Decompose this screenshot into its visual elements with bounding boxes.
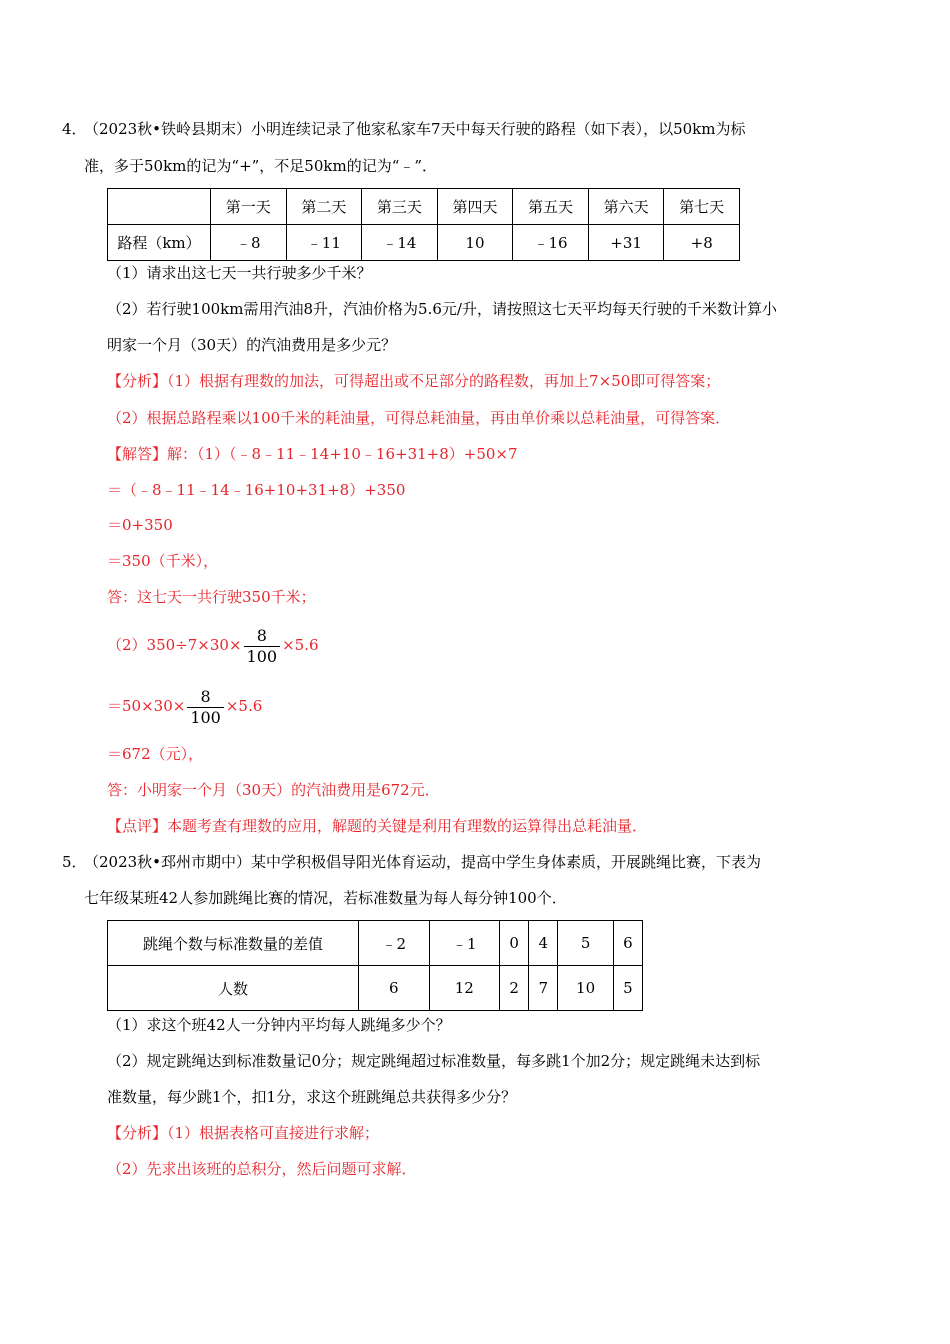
q5-subquestion-2-line1: （2）规定跳绳达到标准数量记0分；规定跳绳超过标准数量，每多跳1个加2分；规定跳绳未达到标 (107, 1052, 761, 1070)
q4-answer-line2: ＝（﹣8﹣11﹣14﹣16+10+31+8）+350 (107, 481, 406, 499)
q4-answer-line7-pre: ＝50×30× (107, 697, 186, 715)
q5-stem-line1: （2023秋•邳州市期中）某中学积极倡导阳光体育运动，提高中学生身体素质，开展跳绳比赛，下表为 (84, 853, 762, 871)
q5-analysis-line1: 【分析】（1）根据表格可直接进行求解； (107, 1124, 380, 1142)
q4-value-cell: ﹣11 (286, 225, 362, 261)
q5-row1-cell: 6 (613, 921, 642, 966)
q5-row1-cell: 0 (500, 921, 529, 966)
q5-row1-cell: ﹣1 (429, 921, 500, 966)
q4-answer-line6-pre: （2）350÷7×30× (107, 636, 242, 654)
q4-value-cell: +31 (588, 225, 664, 261)
fraction-denominator: 100 (190, 707, 221, 727)
q5-rope-table (107, 920, 643, 1011)
q4-value-cell: 10 (437, 225, 513, 261)
q5-subquestion-1: （1）求这个班42人一分钟内平均每人跳绳多少个？ (107, 1016, 451, 1034)
q4-header-cell: 第七天 (664, 189, 740, 225)
q4-answer-line3: ＝0+350 (107, 516, 173, 534)
q4-subquestion-2-line1: （2）若行驶100km需用汽油8升，汽油价格为5.6元/升，请按照这七天平均每天行驶的千米数计算小 (107, 300, 777, 318)
fraction-denominator: 100 (246, 646, 278, 666)
q5-row1-cell: 4 (529, 921, 558, 966)
q4-header-cell: 第一天 (211, 189, 287, 225)
q4-value-cell: ﹣16 (513, 225, 589, 261)
q4-comment: 【点评】本题考查有理数的应用，解题的关键是利用有理数的运算得出总耗油量． (107, 817, 648, 835)
q5-row2-cell: 5 (613, 966, 642, 1011)
q4-header-cell: 第六天 (588, 189, 664, 225)
q4-header-cell: 第三天 (362, 189, 438, 225)
fraction (244, 626, 281, 667)
q4-header-cell (108, 189, 211, 225)
q4-answer-line6-post: ×5.6 (282, 636, 319, 654)
q5-row2-cell: 6 (359, 966, 430, 1011)
fraction-numerator: 8 (244, 626, 281, 647)
q4-value-cell: ﹣14 (362, 225, 438, 261)
q5-analysis-line2: （2）先求出该班的总积分，然后问题可求解． (107, 1160, 417, 1178)
q4-header-cell: 第五天 (513, 189, 589, 225)
q4-answer-line1: 【解答】解：（1）（﹣8﹣11﹣14+10﹣16+31+8）+50×7 (107, 445, 518, 463)
q4-subquestion-2-line2: 明家一个月（30天）的汽油费用是多少元？ (107, 336, 397, 354)
q4-answer-line7-post: ×5.6 (225, 697, 263, 715)
q4-answer-line9: 答：小明家一个月（30天）的汽油费用是672元． (107, 781, 440, 799)
q5-row2-cell: 2 (500, 966, 529, 1011)
q4-value-cell: ﹣8 (211, 225, 287, 261)
fraction-numerator: 8 (187, 687, 224, 708)
q4-answer-line5: 答：这七天一共行驶350千米； (107, 588, 316, 606)
fraction (187, 687, 224, 728)
q4-analysis-line2: （2）根据总路程乘以100千米的耗油量，可得总耗油量，再由单价乘以总耗油量，可得答案． (107, 409, 731, 427)
q5-number: 5． (62, 853, 87, 871)
q5-row1-label: 跳绳个数与标准数量的差值 (108, 921, 359, 966)
q4-answer-line4: ＝350（千米）， (107, 552, 219, 570)
q4-analysis-line1: 【分析】（1）根据有理数的加法，可得超出或不足部分的路程数，再加上7×50即可得答案； (107, 372, 721, 390)
q5-row2-cell: 7 (529, 966, 558, 1011)
q4-value-cell: +8 (664, 225, 740, 261)
q5-row2-cell: 10 (558, 966, 613, 1011)
q4-subquestion-1: （1）请求出这七天一共行驶多少千米？ (107, 264, 372, 282)
q4-header-cell: 第四天 (437, 189, 513, 225)
q5-row2-label: 人数 (108, 966, 359, 1011)
q5-row2-cell: 12 (429, 966, 500, 1011)
q4-distance-table (107, 188, 740, 261)
q4-header-cell: 第二天 (286, 189, 362, 225)
q5-subquestion-2-line2: 准数量，每少跳1个，扣1分，求这个班跳绳总共获得多少分？ (107, 1088, 517, 1106)
q4-answer-line8: ＝672（元）， (107, 745, 204, 763)
q4-row-label: 路程（km） (108, 225, 211, 261)
q4-answer-line7 (107, 683, 262, 729)
q4-stem-line1: （2023秋•铁岭县期末）小明连续记录了他家私家车7天中每天行驶的路程（如下表），以50km为标 (84, 120, 746, 138)
q5-stem-line2: 七年级某班42人参加跳绳比赛的情况，若标准数量为每人每分钟100个． (84, 889, 567, 907)
q4-stem-line2: 准，多于50km的记为“+”，不足50km的记为“﹣”． (84, 157, 438, 175)
q5-row1-cell: 5 (558, 921, 613, 966)
q4-answer-line6 (107, 622, 319, 668)
q5-row1-cell: ﹣2 (359, 921, 430, 966)
q4-number: 4． (62, 120, 87, 138)
